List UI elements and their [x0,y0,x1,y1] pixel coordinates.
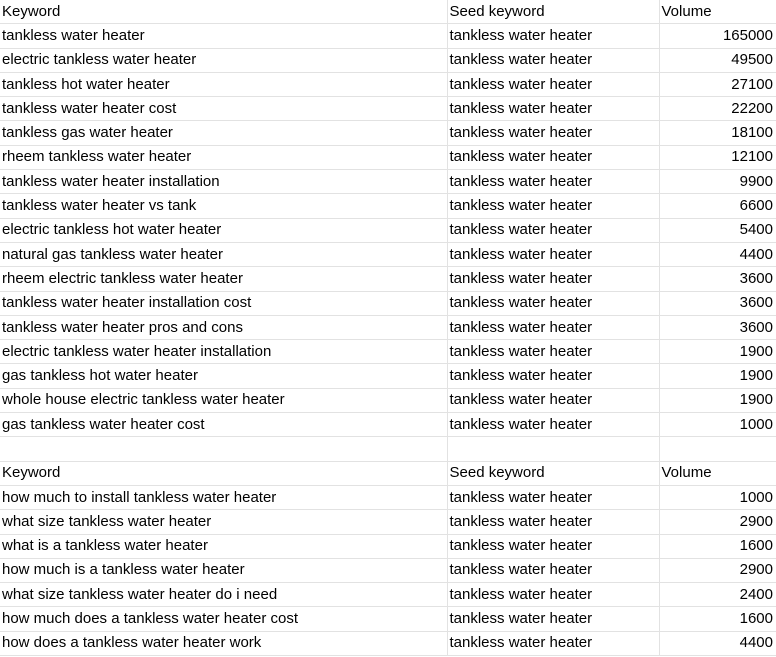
keyword-cell[interactable]: what size tankless water heater do i need [0,583,447,607]
seed-keyword-cell[interactable]: tankless water heater [447,242,659,266]
column-header-seed-keyword[interactable]: Seed keyword [447,461,659,485]
keyword-cell[interactable]: tankless water heater pros and cons [0,315,447,339]
table-row [0,48,776,72]
keyword-cell[interactable]: tankless water heater [0,24,447,48]
seed-keyword-cell[interactable]: tankless water heater [447,194,659,218]
seed-keyword-cell[interactable]: tankless water heater [447,340,659,364]
volume-cell[interactable]: 49500 [659,48,776,72]
seed-keyword-cell[interactable]: tankless water heater [447,607,659,631]
header-row [0,0,776,24]
volume-cell[interactable]: 2900 [659,510,776,534]
column-header-seed-keyword[interactable]: Seed keyword [447,0,659,24]
table-row [0,388,776,412]
volume-cell[interactable]: 6600 [659,194,776,218]
keyword-cell[interactable]: how much to install tankless water heater [0,485,447,509]
table-row [0,242,776,266]
table-row [0,315,776,339]
volume-cell[interactable]: 165000 [659,24,776,48]
seed-keyword-cell[interactable]: tankless water heater [447,413,659,437]
volume-cell[interactable]: 1000 [659,485,776,509]
seed-keyword-cell[interactable]: tankless water heater [447,97,659,121]
volume-cell[interactable]: 2900 [659,558,776,582]
volume-cell[interactable]: 3600 [659,267,776,291]
table-row [0,413,776,437]
volume-cell[interactable]: 1600 [659,534,776,558]
seed-keyword-cell[interactable]: tankless water heater [447,315,659,339]
seed-keyword-cell[interactable]: tankless water heater [447,72,659,96]
empty-row [0,437,776,461]
table-row [0,121,776,145]
keyword-cell[interactable]: whole house electric tankless water heater [0,388,447,412]
seed-keyword-cell[interactable]: tankless water heater [447,364,659,388]
volume-cell[interactable]: 4400 [659,242,776,266]
volume-cell[interactable]: 1900 [659,340,776,364]
keyword-cell[interactable]: tankless water heater installation cost [0,291,447,315]
keyword-cell[interactable]: gas tankless hot water heater [0,364,447,388]
table-row [0,170,776,194]
volume-cell[interactable]: 2400 [659,583,776,607]
table-row [0,510,776,534]
table-row [0,97,776,121]
keyword-cell[interactable]: how much is a tankless water heater [0,558,447,582]
seed-keyword-cell[interactable]: tankless water heater [447,631,659,655]
table-row [0,218,776,242]
table-row [0,291,776,315]
seed-keyword-cell[interactable]: tankless water heater [447,24,659,48]
volume-cell[interactable]: 5400 [659,218,776,242]
seed-keyword-cell[interactable]: tankless water heater [447,121,659,145]
keyword-cell[interactable]: rheem tankless water heater [0,145,447,169]
volume-cell[interactable]: 1000 [659,413,776,437]
seed-keyword-cell[interactable]: tankless water heater [447,218,659,242]
seed-keyword-cell[interactable]: tankless water heater [447,267,659,291]
volume-cell[interactable]: 9900 [659,170,776,194]
table-row [0,558,776,582]
keyword-cell[interactable]: what is a tankless water heater [0,534,447,558]
seed-keyword-cell[interactable]: tankless water heater [447,388,659,412]
keyword-cell[interactable]: electric tankless water heater [0,48,447,72]
column-header-volume[interactable]: Volume [659,461,776,485]
keyword-cell[interactable]: how much does a tankless water heater cost [0,607,447,631]
seed-keyword-cell[interactable]: tankless water heater [447,48,659,72]
table-row [0,340,776,364]
volume-cell[interactable]: 1600 [659,607,776,631]
empty-cell[interactable] [0,437,447,461]
table-row [0,145,776,169]
keyword-cell[interactable]: tankless hot water heater [0,72,447,96]
column-header-keyword[interactable]: Keyword [0,461,447,485]
keyword-cell[interactable]: electric tankless water heater installation [0,340,447,364]
keyword-cell[interactable]: tankless water heater cost [0,97,447,121]
keyword-cell[interactable]: natural gas tankless water heater [0,242,447,266]
volume-cell[interactable]: 1900 [659,364,776,388]
seed-keyword-cell[interactable]: tankless water heater [447,485,659,509]
volume-cell[interactable]: 18100 [659,121,776,145]
keyword-cell[interactable]: tankless water heater vs tank [0,194,447,218]
volume-cell[interactable]: 12100 [659,145,776,169]
table-row [0,267,776,291]
seed-keyword-cell[interactable]: tankless water heater [447,145,659,169]
keyword-cell[interactable]: electric tankless hot water heater [0,218,447,242]
column-header-volume[interactable]: Volume [659,0,776,24]
table-row [0,364,776,388]
empty-cell[interactable] [659,437,776,461]
table-row [0,607,776,631]
seed-keyword-cell[interactable]: tankless water heater [447,583,659,607]
volume-cell[interactable]: 22200 [659,97,776,121]
keyword-cell[interactable]: tankless water heater installation [0,170,447,194]
volume-cell[interactable]: 3600 [659,315,776,339]
keyword-cell[interactable]: rheem electric tankless water heater [0,267,447,291]
seed-keyword-cell[interactable]: tankless water heater [447,510,659,534]
seed-keyword-cell[interactable]: tankless water heater [447,534,659,558]
keyword-cell[interactable]: gas tankless water heater cost [0,413,447,437]
seed-keyword-cell[interactable]: tankless water heater [447,170,659,194]
volume-cell[interactable]: 1900 [659,388,776,412]
header-row [0,461,776,485]
column-header-keyword[interactable]: Keyword [0,0,447,24]
keyword-cell[interactable]: what size tankless water heater [0,510,447,534]
keyword-cell[interactable]: how does a tankless water heater work [0,631,447,655]
table-row [0,534,776,558]
volume-cell[interactable]: 3600 [659,291,776,315]
seed-keyword-cell[interactable]: tankless water heater [447,558,659,582]
seed-keyword-cell[interactable]: tankless water heater [447,291,659,315]
table-row [0,24,776,48]
table-row [0,583,776,607]
table-row [0,631,776,655]
volume-cell[interactable]: 4400 [659,631,776,655]
volume-cell[interactable]: 27100 [659,72,776,96]
table-row [0,485,776,509]
empty-cell[interactable] [447,437,659,461]
table-row [0,194,776,218]
keyword-cell[interactable]: tankless gas water heater [0,121,447,145]
table-row [0,72,776,96]
